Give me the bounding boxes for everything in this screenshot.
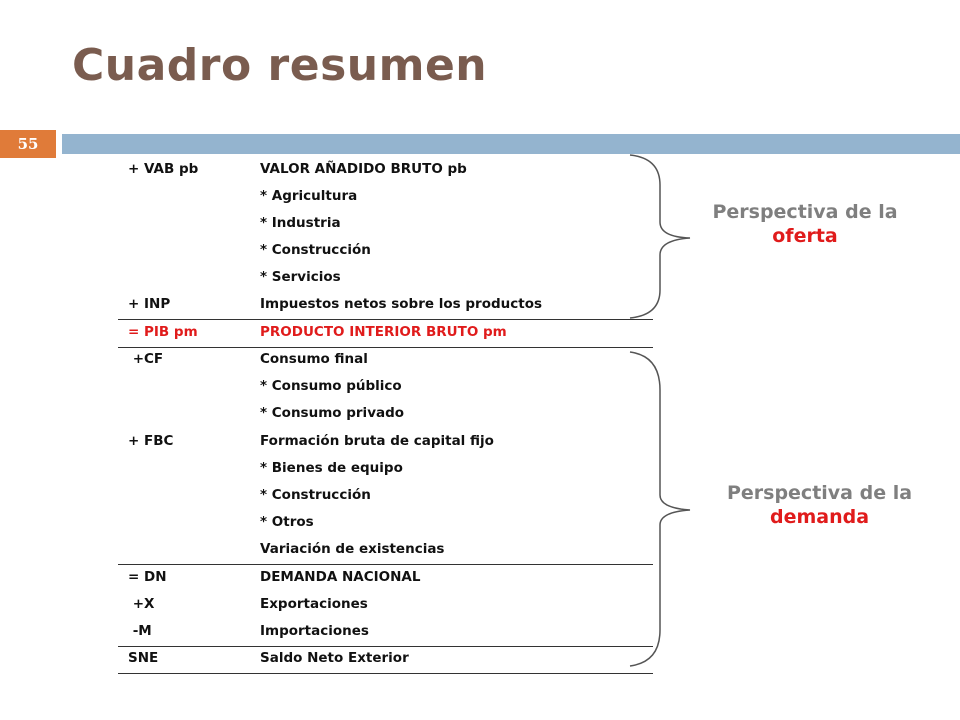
row-label: VALOR AÑADIDO BRUTO pb	[260, 161, 467, 177]
demanda-label	[712, 481, 927, 529]
row-label: PRODUCTO INTERIOR BRUTO pm	[260, 324, 507, 340]
row-label: Impuestos netos sobre los productos	[260, 296, 543, 312]
row-label: Importaciones	[260, 623, 369, 639]
row-code: + VAB pb	[128, 161, 199, 177]
row-code: + FBC	[128, 433, 174, 449]
row-label: Saldo Neto Exterior	[260, 650, 409, 666]
row-label: * Construcción	[260, 487, 371, 503]
row-label: Formación bruta de capital fijo	[260, 433, 494, 449]
row-label: Consumo final	[260, 351, 368, 367]
row-label: * Otros	[260, 514, 314, 530]
row-code: = PIB pm	[128, 324, 198, 340]
row-label: * Consumo privado	[260, 405, 405, 421]
row-label: Variación de existencias	[260, 541, 445, 557]
demanda-line2: demanda	[769, 506, 870, 528]
row-label: * Agricultura	[260, 188, 358, 204]
row-label: * Industria	[260, 215, 341, 231]
row-code: +X	[128, 596, 155, 612]
row-label: Exportaciones	[260, 596, 368, 612]
row-code: SNE	[128, 650, 159, 666]
row-label: * Bienes de equipo	[260, 460, 403, 476]
oferta-line2: oferta	[772, 225, 838, 247]
row-code: = DN	[128, 569, 167, 585]
page-title: Cuadro resumen	[72, 40, 488, 91]
demanda-line1: Perspectiva de la	[726, 482, 913, 504]
row-code: -M	[128, 623, 152, 639]
row-label: * Construcción	[260, 242, 371, 258]
row-label: * Consumo público	[260, 378, 402, 394]
row-label: DEMANDA NACIONAL	[260, 569, 421, 585]
brace-demanda	[630, 352, 690, 666]
slide-number: 55	[0, 130, 56, 158]
brace-oferta	[630, 155, 690, 318]
oferta-label	[700, 200, 910, 248]
row-code: + INP	[128, 296, 171, 312]
row-code: +CF	[128, 351, 164, 367]
row-label: * Servicios	[260, 269, 341, 285]
oferta-line1: Perspectiva de la	[712, 201, 898, 223]
